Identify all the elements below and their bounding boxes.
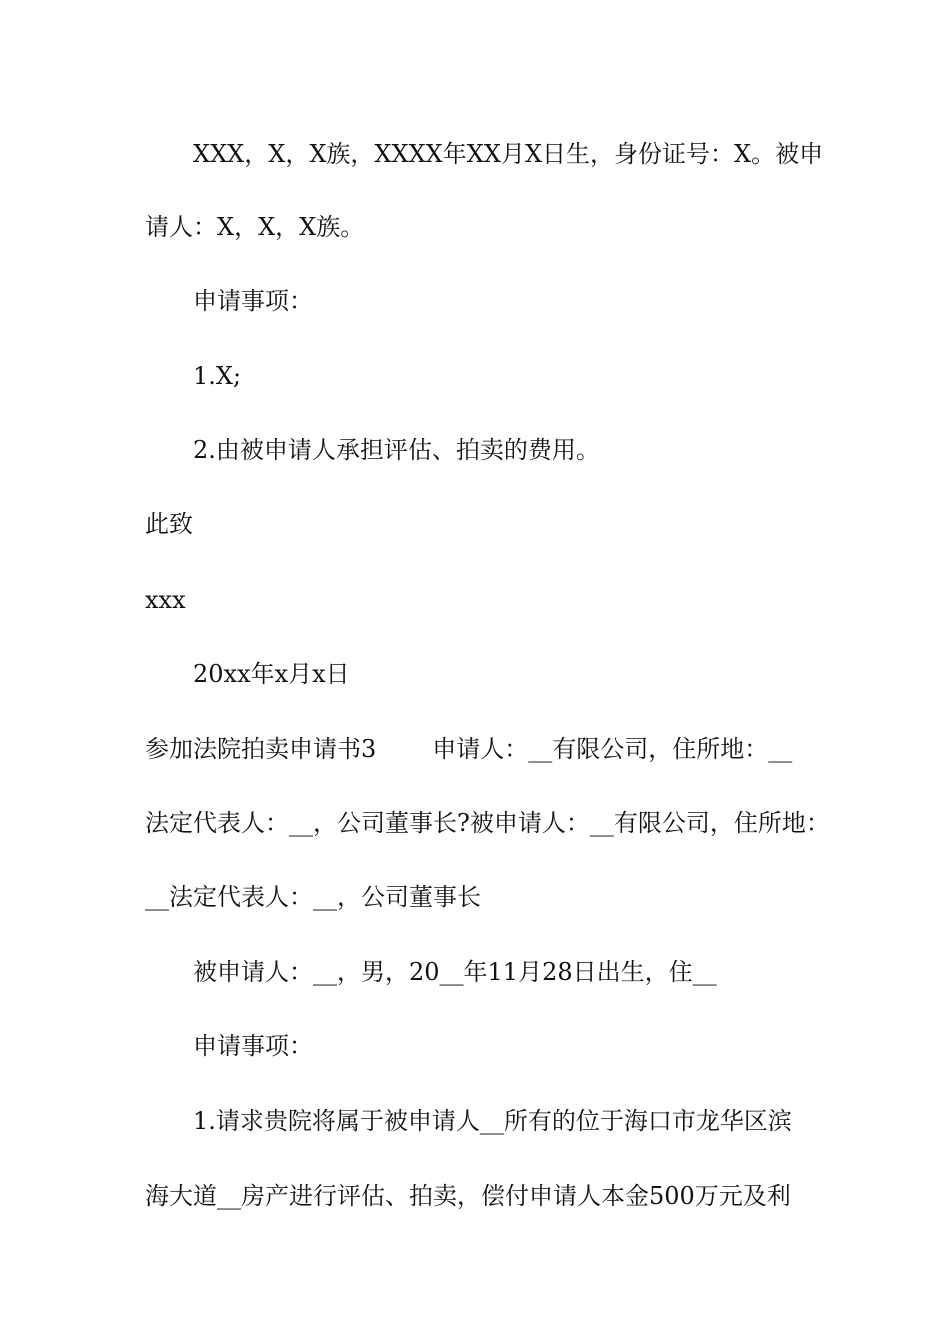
list-item-2: 2.由被申请人承担评估、拍卖的费用。 xyxy=(193,436,600,464)
section-title-line xyxy=(145,733,825,765)
respondent-person-line: 被申请人：__，男，20__年11月28日出生，住__ xyxy=(193,958,717,986)
paragraph-applicant-info: XXX，X，X族，XXXX年XX月X日生，身份证号：X。被申 xyxy=(193,140,824,168)
paragraph-respondent-info: 请人：X，X，X族。 xyxy=(145,213,365,241)
closing-salutation: 此致 xyxy=(145,510,193,538)
heading-application-items-2: 申请事项： xyxy=(193,1032,313,1060)
heading-application-items: 申请事项： xyxy=(193,287,313,315)
list-item-1: 1.X; xyxy=(193,362,242,390)
date-line: 20xx年x月x日 xyxy=(193,660,350,688)
applicant-company: 申请人：__有限公司，住所地：__ xyxy=(432,735,793,763)
request-item-1: 1.请求贵院将属于被申请人__所有的位于海口市龙华区滨 xyxy=(193,1107,792,1135)
section-title: 参加法院拍卖申请书3 xyxy=(145,735,377,763)
respondent-representative-line: __法定代表人：__，公司董事长 xyxy=(145,883,481,911)
legal-representative-line: 法定代表人：__，公司董事长?被申请人：__有限公司，住所地： xyxy=(145,809,830,837)
addressee: xxx xyxy=(145,586,186,614)
request-item-1-continued: 海大道__房产进行评估、拍卖，偿付申请人本金500万元及利 xyxy=(145,1182,791,1210)
